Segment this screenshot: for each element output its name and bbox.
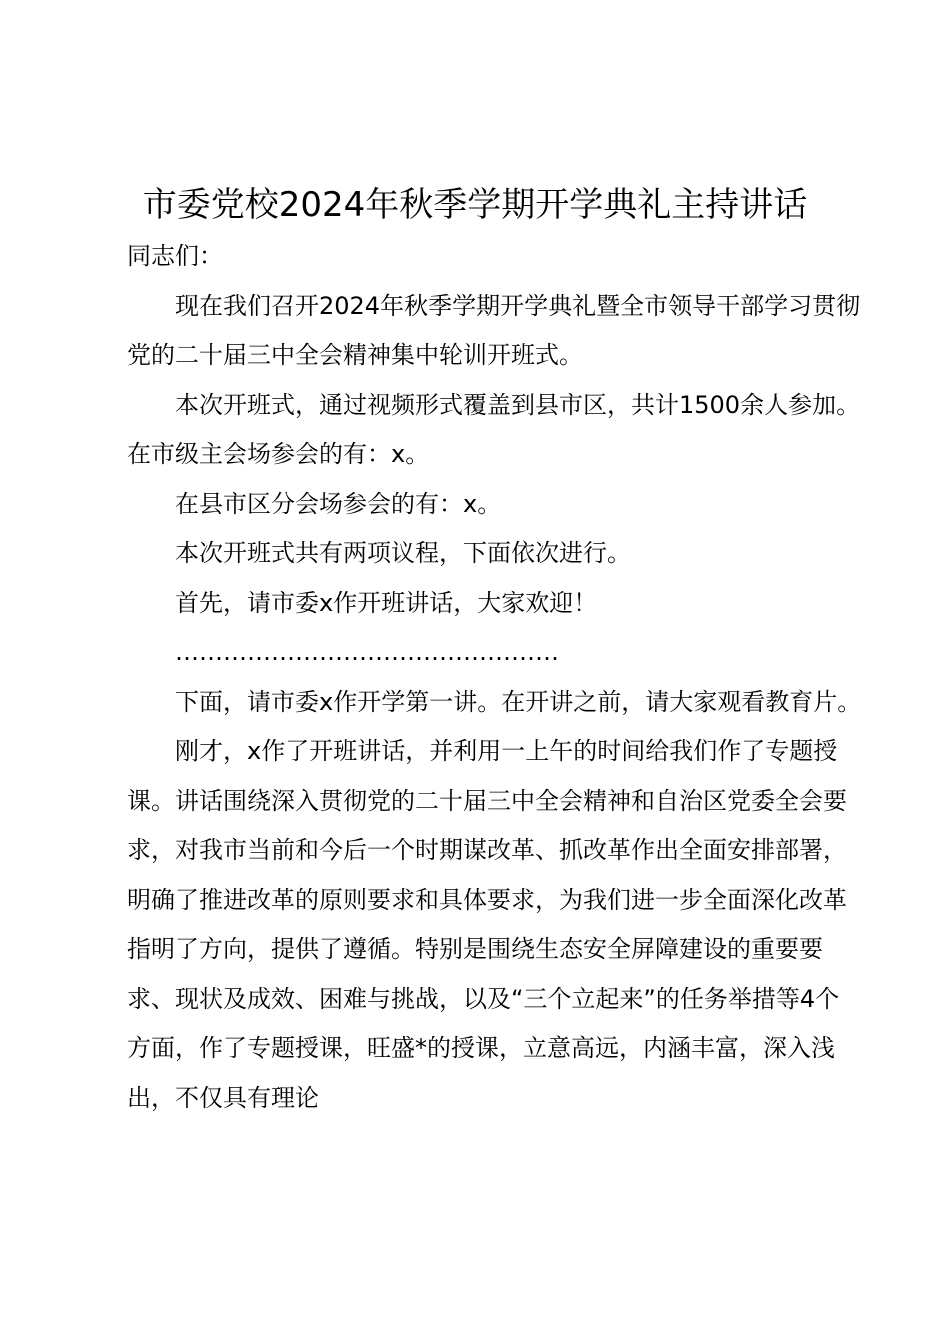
paragraph-second-item: 下面，请市委x作开学第一讲。在开讲之前，请大家观看教育片。 xyxy=(175,687,862,716)
document-body xyxy=(127,232,862,1123)
paragraph-attendance: 本次开班式，通过视频形式覆盖到县市区，共计1500余人参加。在市级主会场参会的有：x。 xyxy=(127,390,861,468)
salutation: 同志们： xyxy=(127,242,223,270)
paragraph-first-item: 首先，请市委x作开班讲话，大家欢迎！ xyxy=(175,588,598,617)
paragraph-opening: 现在我们召开2024年秋季学期开学典礼暨全市领导干部学习贯彻党的二十届三中全会精神集中轮训开班式。 xyxy=(127,291,861,369)
paragraph-county-attendance: 在县市区分会场参会的有：x。 xyxy=(175,489,502,518)
paragraph-summary: 刚才，x作了开班讲话，并利用一上午的时间给我们作了专题授课。讲话围绕深入贯彻党的二十届三中全会精神和自治区党委全会要求，对我市当前和今后一个时期谋改革、抓改革作出全面安排部署，明确了推进改革的原则要求和具体要求，为我们进一步全面深化改革指明了方向，提供了遵循。特别是围绕生态安全屏障建设的重要要求、现状及成效、困难与挑战，以及“三个立起来”的任务举措等4个方面，作了专题授课，旺盛*的授课，立意高远，内涵丰富，深入浅出，不仅具有理论 xyxy=(127,737,847,1112)
document-title: 市委党校2024年秋季学期开学典礼主持讲话 xyxy=(142,185,808,225)
paragraph-agenda: 本次开班式共有两项议程，下面依次进行。 xyxy=(175,539,631,567)
ellipsis-separator: ………………………………………… xyxy=(175,638,559,666)
